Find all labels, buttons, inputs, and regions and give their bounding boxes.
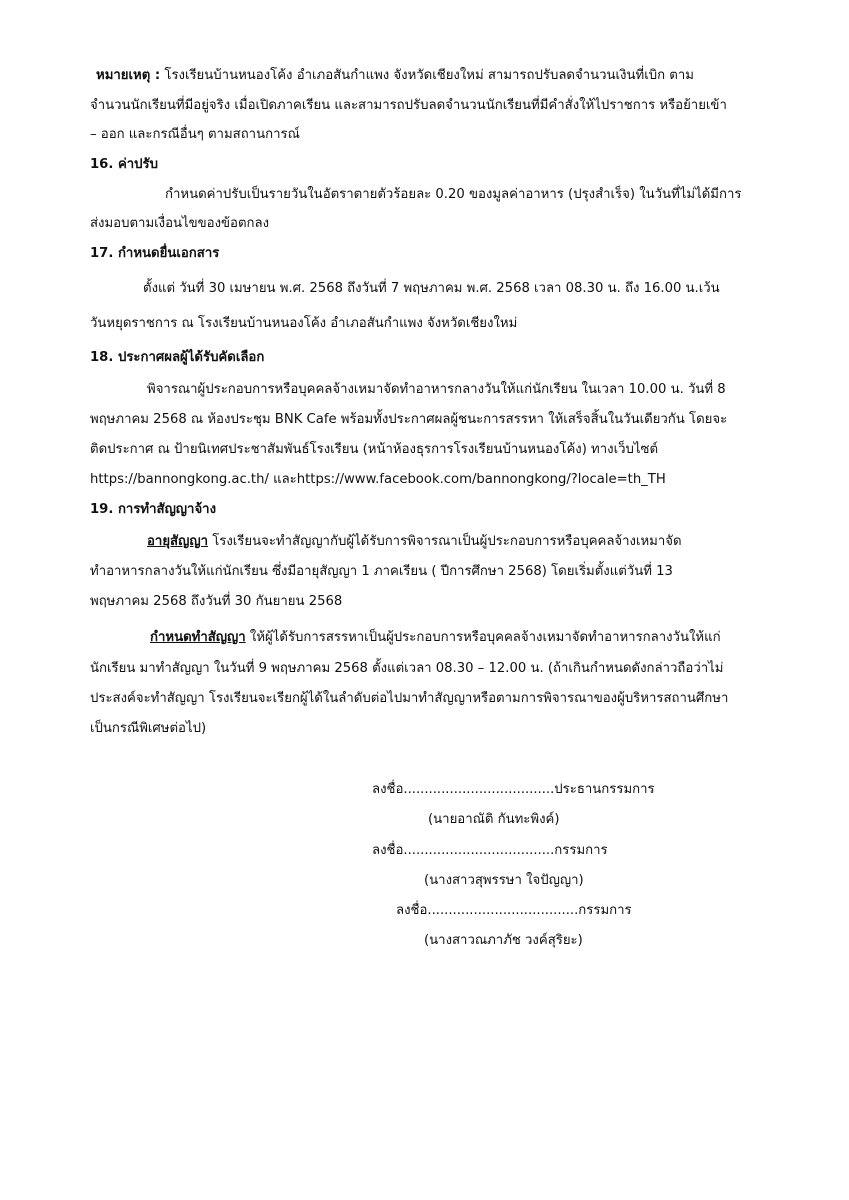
- section-18-line-1: พิจารณาผู้ประกอบการหรือบุคคลจ้างเหมาจัดทำอาหารกลางวันให้แก่นักเรียน ในเวลา 10.00 น. วันที่ 8: [147, 382, 726, 397]
- contract-period-label: อายุสัญญา: [147, 534, 208, 549]
- section-19-p2-line-3: ประสงค์จะทำสัญญา โรงเรียนจะเรียกผู้ได้ในลำดับต่อไปมาทำสัญญาหรือตามการพิจารณาของผู้บริหารสถานศึกษา: [90, 691, 729, 706]
- contract-date-label: กำหนดทำสัญญา: [150, 630, 246, 645]
- section-19-p2-line-2: นักเรียน มาทำสัญญา ในวันที่ 9 พฤษภาคม 2568 ตั้งแต่เวลา 08.30 – 12.00 น. (ถ้าเกินกำหนดดังกล่าวถือว่าไม่: [90, 661, 724, 676]
- signature-name-member-2: (นางสาวณภาภัช วงค์สุริยะ): [424, 933, 583, 948]
- contract-period-text: โรงเรียนจะทำสัญญากับผู้ได้รับการพิจารณาเป็นผู้ประกอบการหรือบุคคลจ้างเหมาจัด: [212, 534, 682, 549]
- note-label: หมายเหตุ :: [96, 68, 161, 83]
- contract-date-text: ให้ผู้ได้รับการสรรหาเป็นผู้ประกอบการหรือบุคคลจ้างเหมาจัดทำอาหารกลางวันให้แก่: [249, 630, 721, 645]
- section-17-line-2: วันหยุดราชการ ณ โรงเรียนบ้านหนองโค้ง อำเภอสันกำแพง จังหวัดเชียงใหม่: [90, 316, 518, 331]
- section-16-line-1: กำหนดค่าปรับเป็นรายวันในอัตราตายตัวร้อยละ 0.20 ของมูลค่าอาหาร (ปรุงสำเร็จ) ในวันที่ไม่ได้มีการ: [165, 187, 742, 202]
- section-19-p1-line-3: พฤษภาคม 2568 ถึงวันที่ 30 กันยายน 2568: [90, 594, 343, 609]
- note-text-1: โรงเรียนบ้านหนองโค้ง อำเภอสันกำแพง จังหวัดเชียงใหม่ สามารถปรับลดจำนวนเงินที่เบิก ตาม: [164, 68, 694, 83]
- section-17-line-1: ตั้งแต่ วันที่ 30 เมษายน พ.ศ. 2568 ถึงวันที่ 7 พฤษภาคม พ.ศ. 2568 เวลา 08.30 น. ถึง 16.00 น.เว้น: [143, 281, 720, 296]
- signature-line-member-1: ลงชื่อ....................................กรรมการ: [372, 843, 608, 858]
- section-19-p2-line-4: เป็นกรณีพิเศษต่อไป): [90, 721, 207, 736]
- signature-line-member-2: ลงชื่อ....................................กรรมการ: [396, 903, 632, 918]
- section-18-line-2: พฤษภาคม 2568 ณ ห้องประชุม BNK Cafe พร้อมทั้งประกาศผลผู้ชนะการสรรหา ให้เสร็จสิ้นในวันเดียวกัน โดยจะ: [90, 412, 728, 427]
- section-16-heading: 16. ค่าปรับ: [90, 157, 159, 172]
- section-19-p1-line-2: ทำอาหารกลางวันให้แก่นักเรียน ซึ่งมีอายุสัญญา 1 ภาคเรียน ( ปีการศึกษา 2568) โดยเริ่มตั้งแต่วันที่ 13: [90, 564, 673, 579]
- section-19-heading: 19. การทำสัญญาจ้าง: [90, 502, 217, 517]
- section-18-line-4: https://bannongkong.ac.th/ และhttps://www.facebook.com/bannongkong/?locale=th_TH: [90, 472, 666, 487]
- signature-name-chair: (นายอาณัติ กันทะพิงค์): [428, 812, 560, 827]
- signature-name-member-1: (นางสาวสุพรรษา ใจปัญญา): [424, 873, 584, 888]
- section-16-line-2: ส่งมอบตามเงื่อนไขของข้อตกลง: [90, 216, 270, 231]
- section-17-heading: 17. กำหนดยื่นเอกสาร: [90, 246, 220, 261]
- note-line-2: จำนวนนักเรียนที่มีอยู่จริง เมื่อเปิดภาคเรียน และสามารถปรับลดจำนวนนักเรียนที่มีคำสั่งให้ไปราชการ หรือย้ายเข้า: [90, 98, 727, 113]
- section-18-heading: 18. ประกาศผลผู้ได้รับคัดเลือก: [90, 350, 265, 365]
- note-line-3: – ออก และกรณีอื่นๆ ตามสถานการณ์: [90, 127, 300, 142]
- section-19-p2-line-1: [150, 628, 721, 648]
- note-line-1: [96, 66, 694, 86]
- section-19-p1-line-1: [147, 532, 682, 552]
- section-18-line-3: ติดประกาศ ณ ป้ายนิเทศประชาสัมพันธ์โรงเรียน (หน้าห้องธุรการโรงเรียนบ้านหนองโค้ง) ทางเว็บไซต์: [90, 442, 659, 457]
- signature-line-chair: ลงชื่อ....................................ประธานกรรมการ: [372, 782, 655, 797]
